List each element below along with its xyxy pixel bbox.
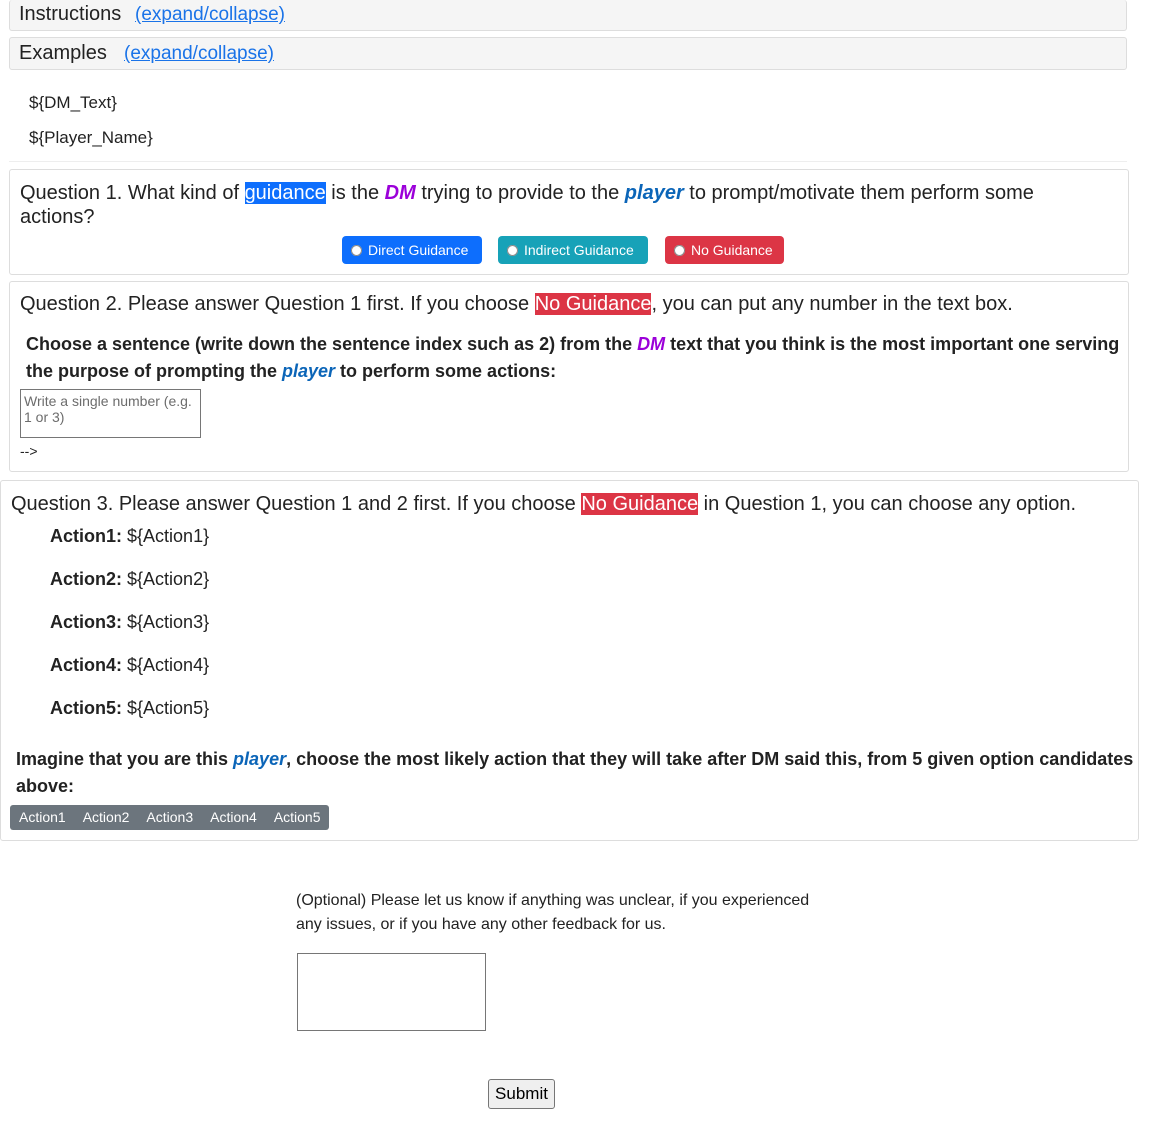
action-2-line: Action2: ${Action2} — [50, 569, 210, 589]
examples-title: Examples — [19, 42, 107, 64]
feedback-prompt: (Optional) Please let us know if anything was unclear, if you experienced any issues, or if you have any other feedback for us. — [296, 892, 810, 933]
no-guidance-highlight: No Guidance — [534, 293, 652, 315]
action-5-line: Action5: ${Action5} — [50, 698, 210, 718]
submit-button[interactable]: Submit — [488, 1079, 555, 1109]
player-label: player — [624, 182, 684, 204]
action-3-line: Action3: ${Action3} — [50, 612, 210, 632]
dm-label: DM — [637, 334, 666, 354]
instructions-panel — [9, 0, 1127, 31]
action-1-line: Action1: ${Action1} — [50, 526, 210, 546]
feedback-textarea[interactable] — [297, 953, 486, 1031]
radio-icon[interactable] — [674, 245, 685, 256]
sentence-index-input[interactable] — [20, 389, 201, 438]
no-guidance-option[interactable]: No Guidance — [665, 236, 784, 264]
instructions-toggle-link[interactable]: (expand/collapse) — [135, 4, 285, 25]
question-2-box — [9, 281, 1129, 472]
question-3-text: Question 3. Please answer Question 1 and 2 first. If you choose No Guidance in Question 1, you can choose any option. — [11, 493, 1077, 515]
action3-button[interactable]: Action3 — [146, 809, 194, 825]
dm-label: DM — [384, 182, 416, 204]
direct-guidance-option[interactable]: Direct Guidance — [342, 236, 482, 264]
radio-icon[interactable] — [507, 245, 518, 256]
instructions-title: Instructions — [19, 3, 122, 25]
comment-tail: --> — [20, 443, 38, 459]
radio-icon[interactable] — [351, 245, 362, 256]
examples-panel — [9, 37, 1127, 70]
action4-button[interactable]: Action4 — [210, 809, 257, 825]
no-guidance-highlight: No Guidance — [581, 493, 699, 515]
question-3-instruction: Imagine that you are this player, choose the most likely action that they will take after DM said this, from 5 given option candidates above: — [16, 749, 1134, 796]
question-1-text: Question 1. What kind of guidance is the DM trying to provide to the player to prompt/motivate them perform some actions? — [20, 182, 1034, 228]
question-2-text: Question 2. Please answer Question 1 first. If you choose No Guidance, you can put any number in the text box. — [20, 293, 1013, 315]
action-4-line: Action4: ${Action4} — [50, 655, 210, 675]
question-2-instruction: Choose a sentence (write down the sentence index such as 2) from the DM text that you think is the most important one serving the purpose of prompting the player to perform some actions: — [26, 334, 1120, 381]
player-name-placeholder: ${Player_Name} — [29, 128, 153, 147]
player-label: player — [233, 749, 287, 769]
guidance-highlight: guidance — [244, 182, 326, 204]
action2-button[interactable]: Action2 — [82, 809, 130, 825]
action-choice-group — [10, 805, 329, 830]
divider — [9, 161, 1127, 162]
dm-text-placeholder: ${DM_Text} — [29, 93, 117, 112]
action5-button[interactable]: Action5 — [273, 809, 321, 825]
examples-toggle-link[interactable]: (expand/collapse) — [124, 43, 274, 64]
player-label: player — [281, 361, 336, 381]
indirect-guidance-option[interactable]: Indirect Guidance — [498, 236, 648, 264]
action1-button[interactable]: Action1 — [19, 809, 66, 825]
